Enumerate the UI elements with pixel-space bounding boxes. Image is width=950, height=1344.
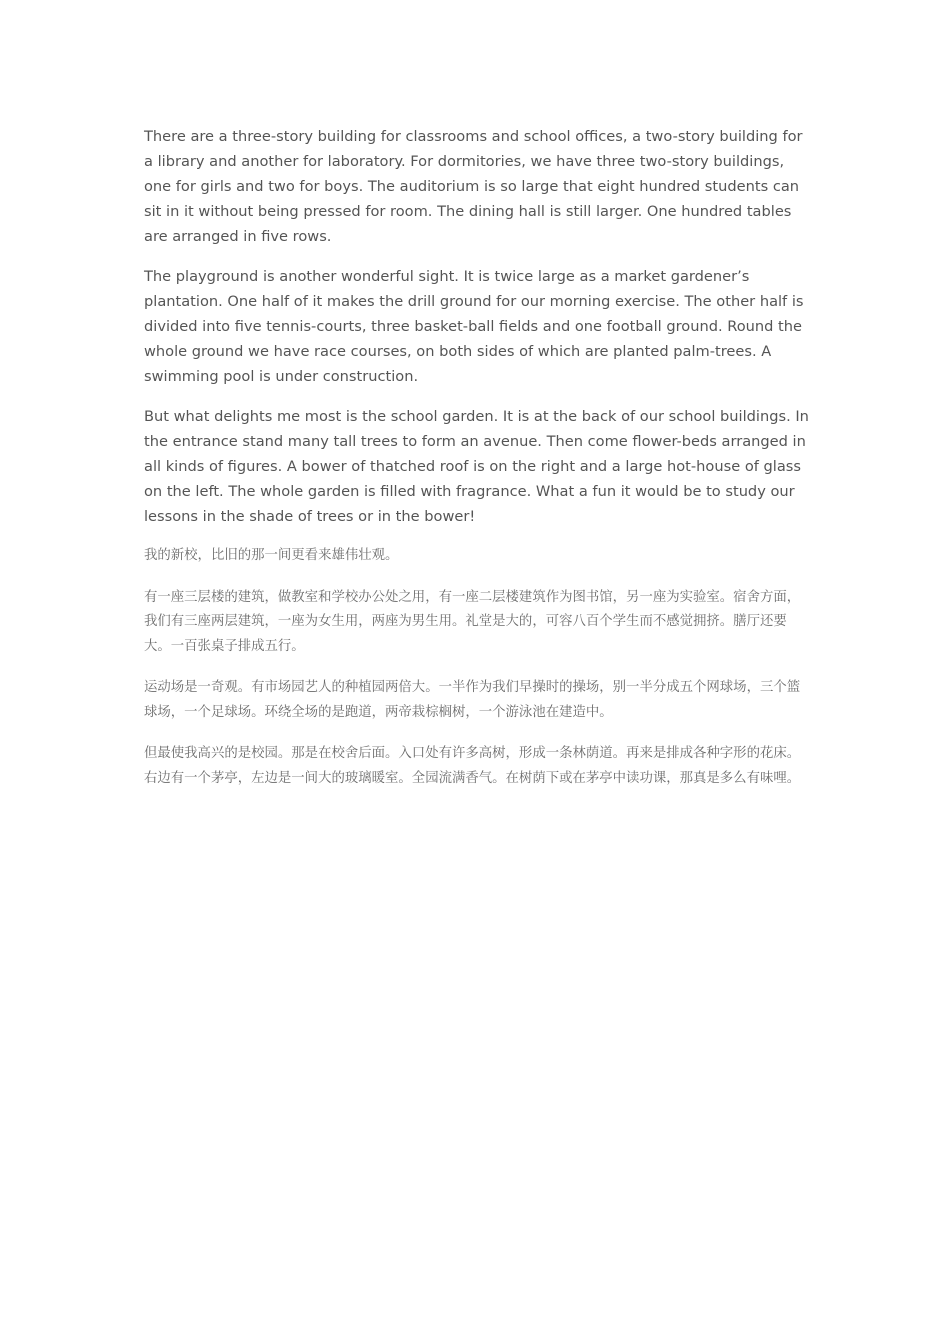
english-paragraph-playground: The playground is another wonderful sight. It is twice large as a market gardener’s plantation. One half of it makes the drill ground for our morning exercise. The other half is divided into five tennis-courts, three basket-ball fields and one football ground. Round the whole ground we have race courses, on both sides of which are planted palm-trees. A swimming pool is under construction. [144,268,804,385]
english-paragraph-buildings: There are a three-story building for classrooms and school offices, a two-story building for a library and another for laboratory. For dormitories, we have three two-story buildings, one for girls and two for boys. The auditorium is so large that eight hundred students can sit in it without being pressed for room. The dining hall is still larger. One hundred tables are arranged in five rows. [144,128,803,245]
document-body [144,124,810,808]
chinese-paragraph-buildings: 有一座三层楼的建筑，做教室和学校办公处之用，有一座二层楼建筑作为图书馆，另一座为实验室。宿舍方面，我们有三座两层建筑，一座为女生用，两座为男生用。礼堂是大的，可容八百个学生而不感觉拥挤。膳厅还要大。一百张桌子排成五行。 [144,589,801,654]
chinese-paragraph-intro: 我的新校，比旧的那一间更看来雄伟壮观。 [144,548,399,563]
chinese-paragraph-playground: 运动场是一奇观。有市场园艺人的种植园两倍大。一半作为我们早操时的操场，别一半分成五个网球场，三个篮球场，一个足球场。环绕全场的是跑道，两帝栽棕榈树，一个游泳池在建造中。 [144,680,801,720]
chinese-paragraph-garden: 但最使我高兴的是校园。那是在校舍后面。入口处有许多高树，形成一条林荫道。再来是排成各种字形的花床。右边有一个茅亭，左边是一间大的玻璃暖室。全园流满香气。在树荫下或在茅亭中读功课，那真是多么有味哩。 [144,746,801,786]
english-paragraph-garden: But what delights me most is the school garden. It is at the back of our school buildings. In the entrance stand many tall trees to form an avenue. Then come flower-beds arranged in all kinds of figures. A bower of thatched roof is on the right and a large hot-house of glass on the left. The whole garden is filled with fragrance. What a fun it would be to study our lessons in the shade of trees or in the bower! [144,408,809,525]
